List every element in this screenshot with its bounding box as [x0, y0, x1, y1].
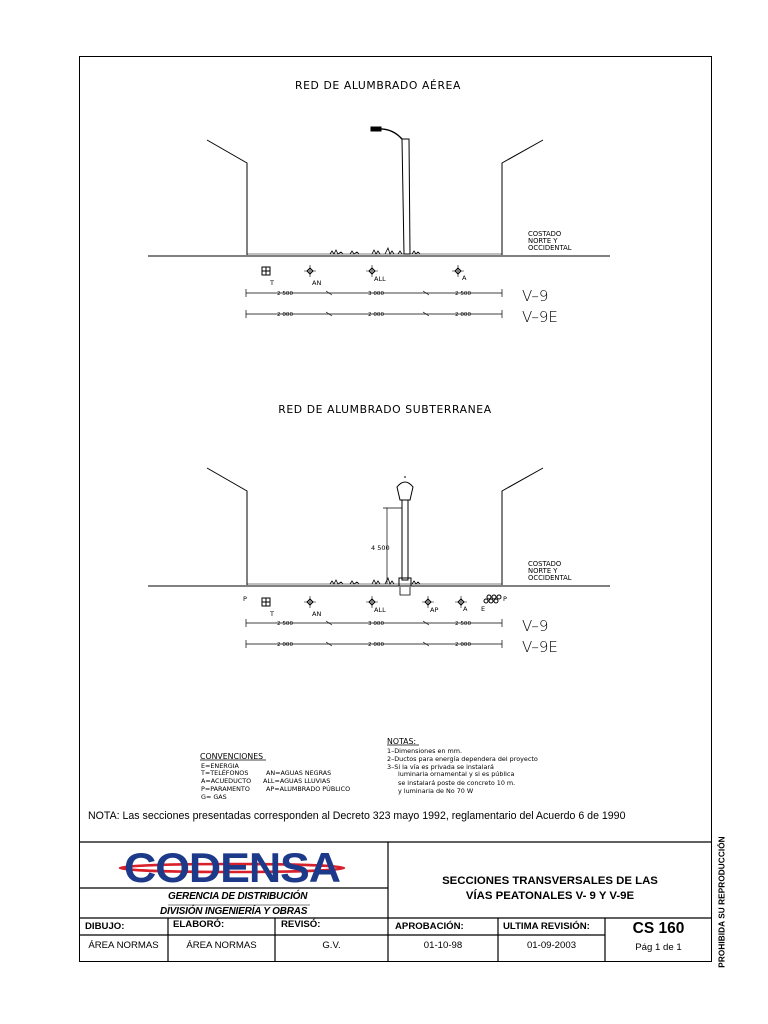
symbol-label: ALL [374, 275, 386, 283]
convention-item: ALL=AGUAS LLUVIAS [263, 777, 331, 785]
symbol-label: AP [430, 606, 439, 614]
convention-item: G= GAS [201, 793, 227, 801]
symbol-label: AN [312, 610, 322, 618]
drawing-title-line1: SECCIONES TRANSVERSALES DE LAS [442, 875, 658, 887]
elaboro-label: ELABORÓ: [173, 919, 225, 930]
dimension-label: 2 000 [367, 312, 385, 318]
note-line: 2–Ductos para energía dependera del proyecto [387, 755, 538, 763]
section-aerial-title: RED DE ALUMBRADO AÉREA [295, 79, 461, 92]
convention-item: AP=ALUMBRADO PÚBLICO [266, 785, 351, 793]
elaboro-value: ÁREA NORMAS [186, 940, 257, 951]
conventions-heading: CONVENCIONES [200, 752, 264, 761]
profile-label-v9: V–9 [522, 617, 549, 635]
side-label-line: OCCIDENTAL [528, 244, 572, 252]
convention-item: T=TELÉFONOS [201, 769, 249, 777]
logo-text: CODENSA [124, 844, 341, 891]
note-line: y luminaria de No 70 W [398, 787, 474, 795]
symbol-label: E [481, 605, 486, 613]
dimension-label: 2 000 [276, 312, 294, 318]
profile-label-v9: V–9 [522, 287, 549, 305]
dimension-label: 2 500 [454, 621, 472, 627]
convention-item: E=ENERGIA [201, 762, 239, 770]
dimension-label: 2 000 [454, 312, 472, 318]
edge-mark: P [503, 595, 507, 603]
dibujo-value: ÁREA NORMAS [88, 940, 159, 951]
page-number: Pág 1 de 1 [635, 942, 682, 953]
reviso-label: REVISÓ: [281, 919, 321, 930]
drawing-title-line2: VÍAS PEATONALES V- 9 Y V-9E [465, 890, 635, 902]
gerencia-label: GERENCIA DE DISTRIBUCIÓN [168, 891, 308, 902]
vertical-warning-text: PROHIBIDA SU REPRODUCCIÓN [717, 836, 727, 968]
profile-label-v9e: V–9E [522, 638, 558, 656]
dimension-label: 2 000 [276, 642, 294, 648]
decree-note: NOTA: Las secciones presentadas corresponden al Decreto 323 mayo 1992, reglamentario del Acuerdo 6 de 1990 [88, 810, 626, 822]
notes-heading: NOTAS: [387, 737, 417, 746]
symbol-label: T [270, 610, 274, 618]
dimension-label: 3 000 [367, 621, 385, 627]
aprobacion-value: 01-10-98 [423, 940, 463, 951]
dimension-label: 3 000 [367, 291, 385, 297]
convention-item: AN=AGUAS NEGRAS [266, 769, 332, 777]
symbol-label: T [270, 279, 274, 287]
ultima-revision-label: ULTIMA REVISIÓN: [503, 921, 590, 932]
dimension-label: 2 500 [454, 291, 472, 297]
document-code: CS 160 [632, 920, 685, 937]
symbol-label: ALL [374, 606, 386, 614]
dimension-label: 2 500 [276, 621, 294, 627]
ultima-revision-value: 01-09-2003 [526, 940, 577, 951]
symbol-label: A [463, 605, 468, 613]
dimension-label: 2 000 [454, 642, 472, 648]
symbol-label: AN [312, 279, 322, 287]
dimension-label: 2 000 [367, 642, 385, 648]
side-label-line: NORTE Y [528, 237, 558, 245]
side-label-line: COSTADO [528, 230, 562, 238]
note-line: se instalará poste de concreto 10 m. [398, 779, 516, 787]
section-underground-title: RED DE ALUMBRADO SUBTERRANEA [278, 403, 492, 416]
aprobacion-label: APROBACIÓN: [395, 921, 464, 932]
note-line: luminaria ornamental y si es pública [398, 770, 515, 778]
side-label-line: NORTE Y [528, 567, 558, 575]
vertical-warning [712, 836, 732, 968]
dimension-label: 2 500 [276, 291, 294, 297]
convention-item: P=PARAMENTO [201, 785, 250, 793]
symbol-label: A [462, 274, 467, 282]
dibujo-label: DIBUJO: [85, 921, 125, 932]
note-line: 1–Dimensiones en mm. [387, 747, 463, 755]
height-dimension: 4 500 [371, 544, 390, 552]
side-label-line: COSTADO [528, 560, 562, 568]
edge-mark: P [243, 595, 247, 603]
convention-item: A=ACUEDUCTO [201, 777, 252, 785]
note-line: 3–Si la vía es privada se instalará [387, 763, 494, 771]
division-label: DIVISIÓN INGENIERÍA Y OBRAS [160, 906, 308, 917]
side-label-line: OCCIDENTAL [528, 574, 572, 582]
profile-label-v9e: V–9E [522, 308, 558, 326]
reviso-value: G.V. [322, 940, 341, 951]
codensa-logo [120, 844, 344, 891]
